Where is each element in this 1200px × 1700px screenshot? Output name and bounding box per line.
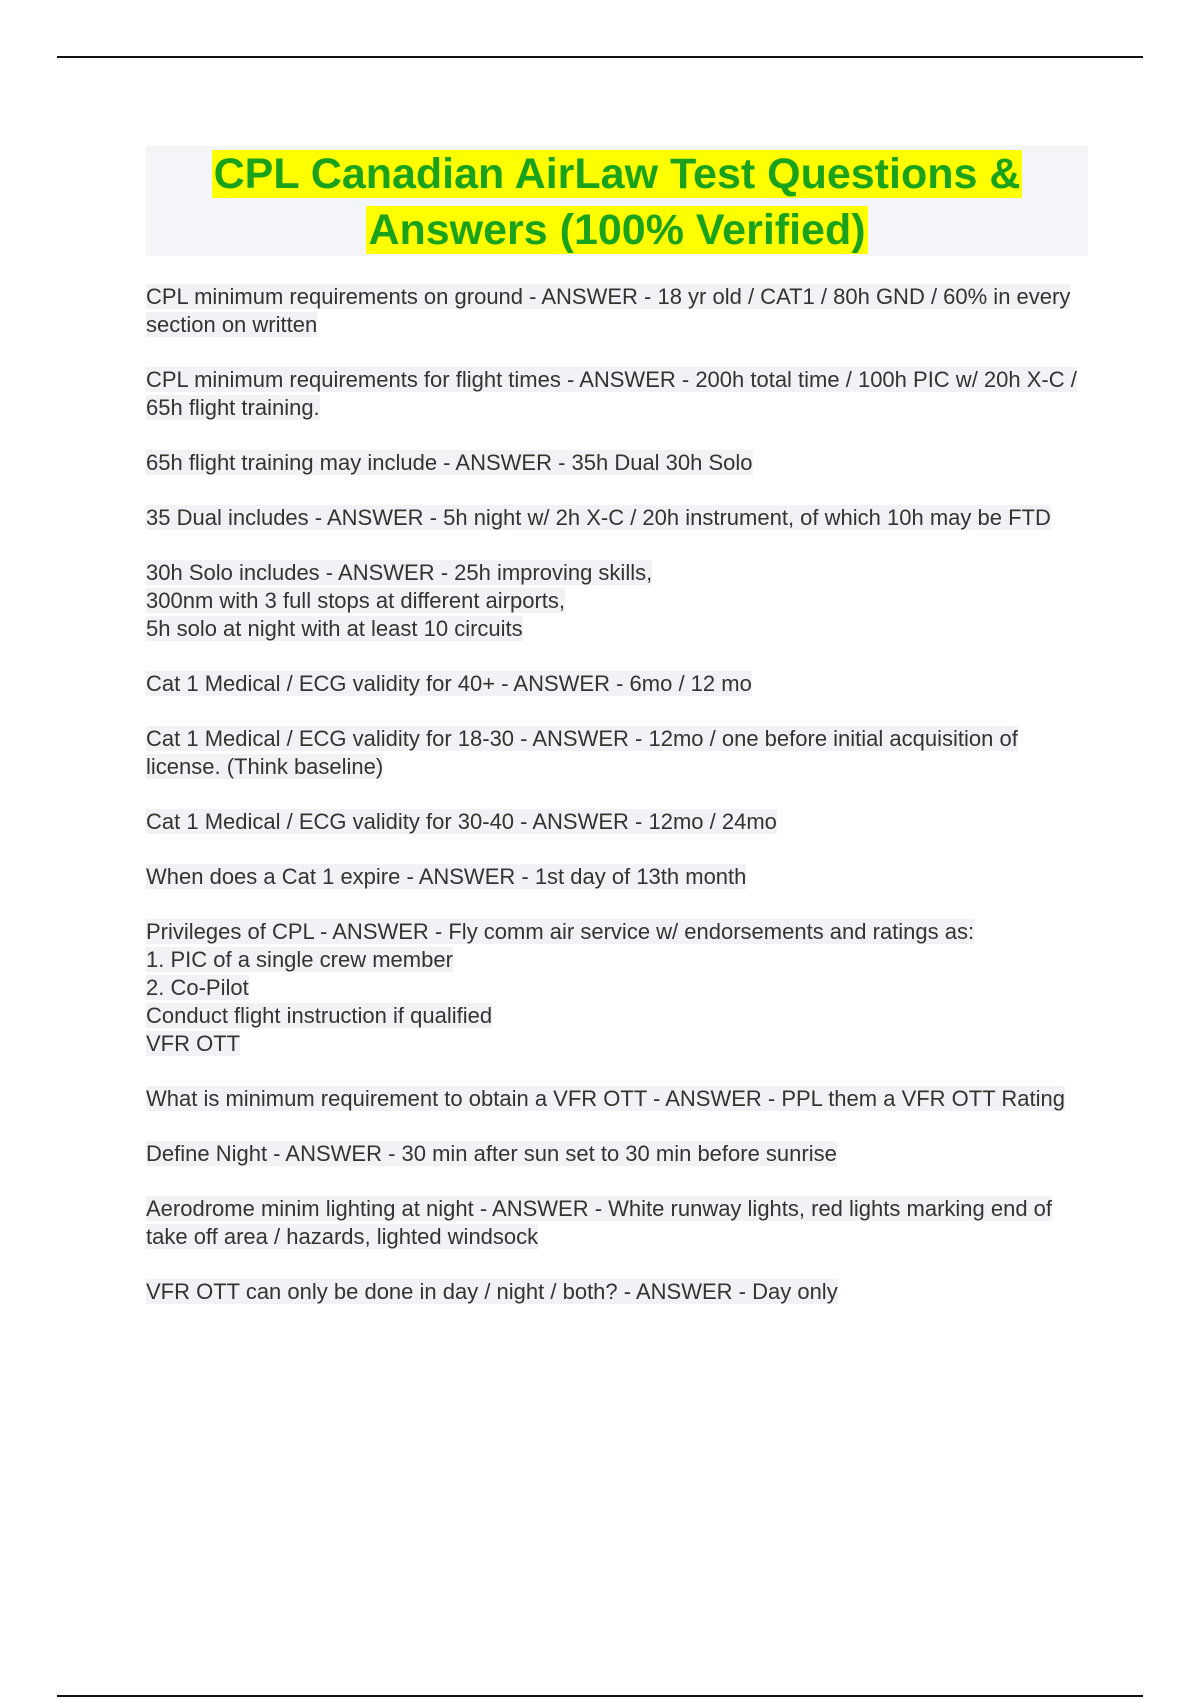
top-divider	[57, 56, 1143, 58]
document-title: CPL Canadian AirLaw Test Questions & Answers (100% Verified)	[213, 150, 1021, 254]
qa-item	[146, 918, 1096, 1058]
qa-item	[146, 863, 1096, 891]
qa-item	[146, 449, 1096, 477]
qa-text: VFR OTT can only be done in day / night / both? - ANSWER - Day only	[146, 1279, 838, 1304]
qa-list	[146, 283, 1096, 1333]
title-block	[146, 146, 1088, 256]
qa-text: Cat 1 Medical / ECG validity for 40+ - ANSWER - 6mo / 12 mo	[146, 671, 752, 696]
qa-text: Cat 1 Medical / ECG validity for 18-30 - ANSWER - 12mo / one before initial acquisition of license. (Think baseline)	[146, 726, 1018, 779]
qa-item	[146, 504, 1096, 532]
qa-text: Define Night - ANSWER - 30 min after sun set to 30 min before sunrise	[146, 1141, 837, 1166]
qa-item	[146, 1085, 1096, 1113]
qa-item	[146, 283, 1096, 339]
qa-item	[146, 1140, 1096, 1168]
qa-item	[146, 1278, 1096, 1306]
qa-text: 65h flight training may include - ANSWER - 35h Dual 30h Solo	[146, 450, 753, 475]
qa-item	[146, 366, 1096, 422]
qa-text: CPL minimum requirements on ground - ANSWER - 18 yr old / CAT1 / 80h GND / 60% in every section on written	[146, 284, 1071, 337]
qa-item	[146, 670, 1096, 698]
qa-text: 30h Solo includes - ANSWER - 25h improving skills, 300nm with 3 full stops at different airports, 5h solo at night with at least 10 circuits	[146, 560, 653, 641]
bottom-divider	[57, 1695, 1143, 1697]
qa-text: When does a Cat 1 expire - ANSWER - 1st day of 13th month	[146, 864, 747, 889]
qa-text: Cat 1 Medical / ECG validity for 30-40 - ANSWER - 12mo / 24mo	[146, 809, 777, 834]
qa-text: Privileges of CPL - ANSWER - Fly comm air service w/ endorsements and ratings as: 1. PIC of a single crew member 2. Co-Pilot Conduct flight instruction if qualified VFR OTT	[146, 919, 975, 1056]
qa-text: CPL minimum requirements for flight times - ANSWER - 200h total time / 100h PIC w/ 20h X-C / 65h flight training.	[146, 367, 1077, 420]
qa-text: What is minimum requirement to obtain a VFR OTT - ANSWER - PPL them a VFR OTT Rating	[146, 1086, 1065, 1111]
qa-item	[146, 725, 1096, 781]
qa-item	[146, 1195, 1096, 1251]
qa-item	[146, 559, 1096, 643]
qa-item	[146, 808, 1096, 836]
qa-text: Aerodrome minim lighting at night - ANSWER - White runway lights, red lights marking end of take off area / hazards, lighted windsock	[146, 1196, 1053, 1249]
qa-text: 35 Dual includes - ANSWER - 5h night w/ 2h X-C / 20h instrument, of which 10h may be FTD	[146, 505, 1051, 530]
